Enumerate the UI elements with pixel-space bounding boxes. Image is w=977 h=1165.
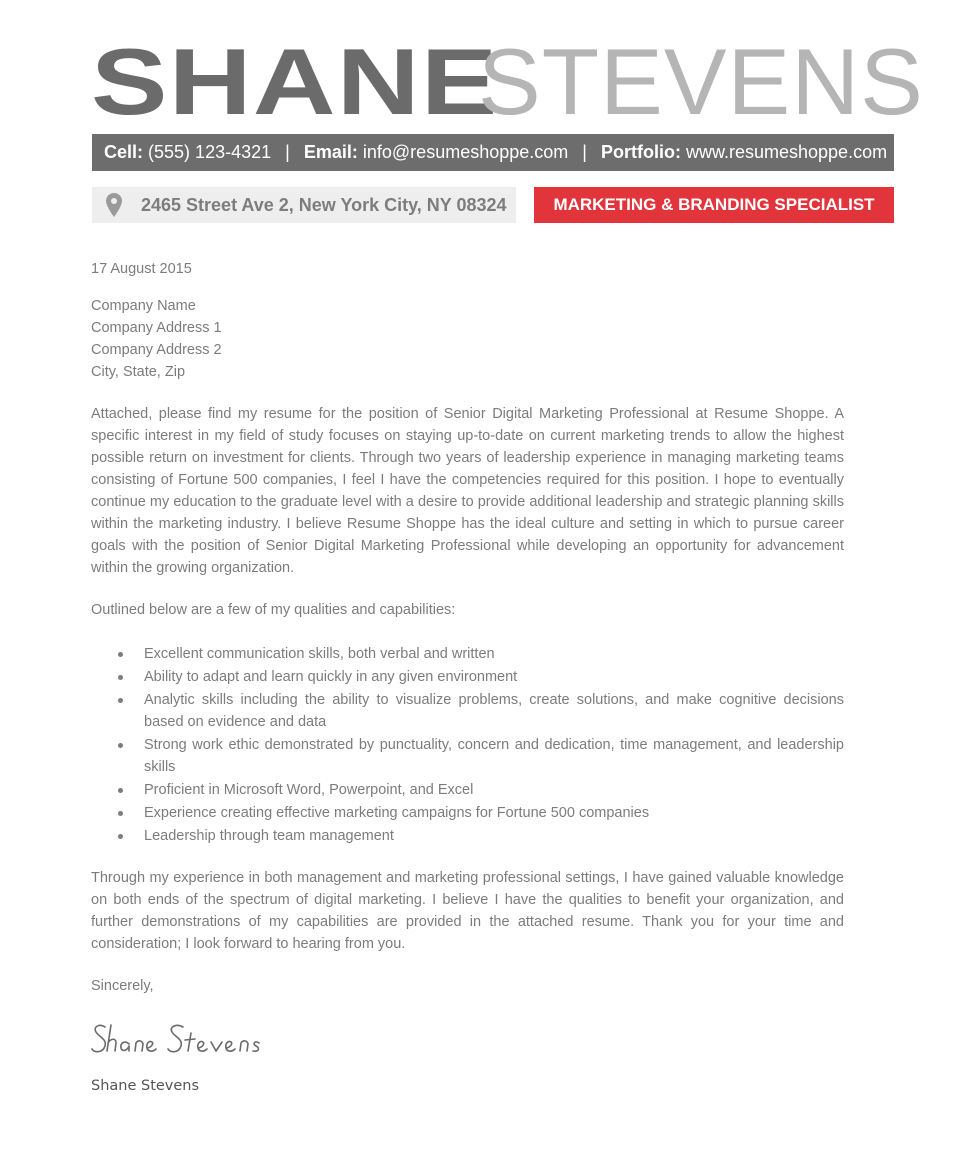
recipient-line: Company Address 2 bbox=[91, 342, 222, 358]
portfolio-label: Portfolio: bbox=[600, 142, 681, 162]
handwritten-signature bbox=[91, 1013, 311, 1063]
job-title-badge: MARKETING & BRANDING SPECIALIST bbox=[534, 187, 894, 223]
letter-date: 17 August 2015 bbox=[91, 261, 192, 277]
list-item: Analytic skills including the ability to visualize problems, create solutions, and make cognitive decisions based on evidence and data bbox=[144, 689, 844, 733]
list-item: Experience creating effective marketing campaigns for Fortune 500 companies bbox=[144, 802, 844, 824]
list-item: Strong work ethic demonstrated by punctuality, concern and dedication, time management, and leadership skills bbox=[144, 734, 844, 778]
recipient-line: City, State, Zip bbox=[91, 364, 186, 380]
map-pin-icon bbox=[106, 193, 122, 217]
signed-name: Shane Stevens bbox=[91, 1078, 200, 1094]
portfolio-value[interactable]: www.resumeshoppe.com bbox=[685, 142, 888, 162]
letter-body bbox=[91, 258, 844, 1097]
street-address: 2465 Street Ave 2, New York City, NY 08324 bbox=[141, 194, 507, 215]
qualities-intro: Outlined below are a few of my qualities and capabilities: bbox=[91, 602, 456, 618]
contact-separator: | bbox=[582, 142, 587, 162]
email-label: Email: bbox=[303, 142, 358, 162]
applicant-name bbox=[91, 29, 924, 134]
contact-separator: | bbox=[285, 142, 290, 162]
first-name: SHANE bbox=[91, 29, 499, 134]
closing-paragraph: Through my experience in both management and marketing professional settings, I have gained valuable knowledge on both ends of the spectrum of digital marketing. I believe I have the qualities to benefit your organization, and further demonstrations of my capabilities are provided in the attached resume. Thank you for your time and consideration; I look forward to hearing from you. bbox=[91, 870, 844, 952]
cell-value: (555) 123-4321 bbox=[148, 142, 272, 162]
list-item: Ability to adapt and learn quickly in any given environment bbox=[144, 666, 844, 688]
closing-salutation: Sincerely, bbox=[91, 978, 154, 994]
contact-bar bbox=[92, 134, 894, 171]
recipient-line: Company Name bbox=[91, 298, 196, 314]
list-item: Excellent communication skills, both verbal and written bbox=[144, 643, 844, 665]
list-item: Leadership through team management bbox=[144, 825, 844, 847]
last-name: STEVENS bbox=[478, 29, 924, 134]
email-value[interactable]: info@resumeshoppe.com bbox=[362, 142, 569, 162]
qualities-list bbox=[91, 643, 844, 847]
opening-paragraph: Attached, please find my resume for the position of Senior Digital Marketing Professional at Resume Shoppe. A specific interest in my field of study focuses on staying up-to-date on current marketing trends to allow the highest possible return on investment for clients. Through two years of leadership experience in managing marketing teams consisting of Fortune 500 companies, I feel I have the competencies required for this position. I hope to eventually continue my education to the graduate level with a desire to provide additional leadership and strategic planning skills within the marketing industry. I believe Resume Shoppe has the ideal culture and setting in which to pursue career goals with the position of Senior Digital Marketing Professional while developing an opportunity for advancement within the growing organization. bbox=[91, 406, 844, 576]
address-box bbox=[92, 187, 516, 223]
recipient-block bbox=[91, 295, 844, 383]
list-item: Proficient in Microsoft Word, Powerpoint, and Excel bbox=[144, 779, 844, 801]
cell-label: Cell: bbox=[104, 142, 144, 162]
recipient-line: Company Address 1 bbox=[91, 320, 222, 336]
